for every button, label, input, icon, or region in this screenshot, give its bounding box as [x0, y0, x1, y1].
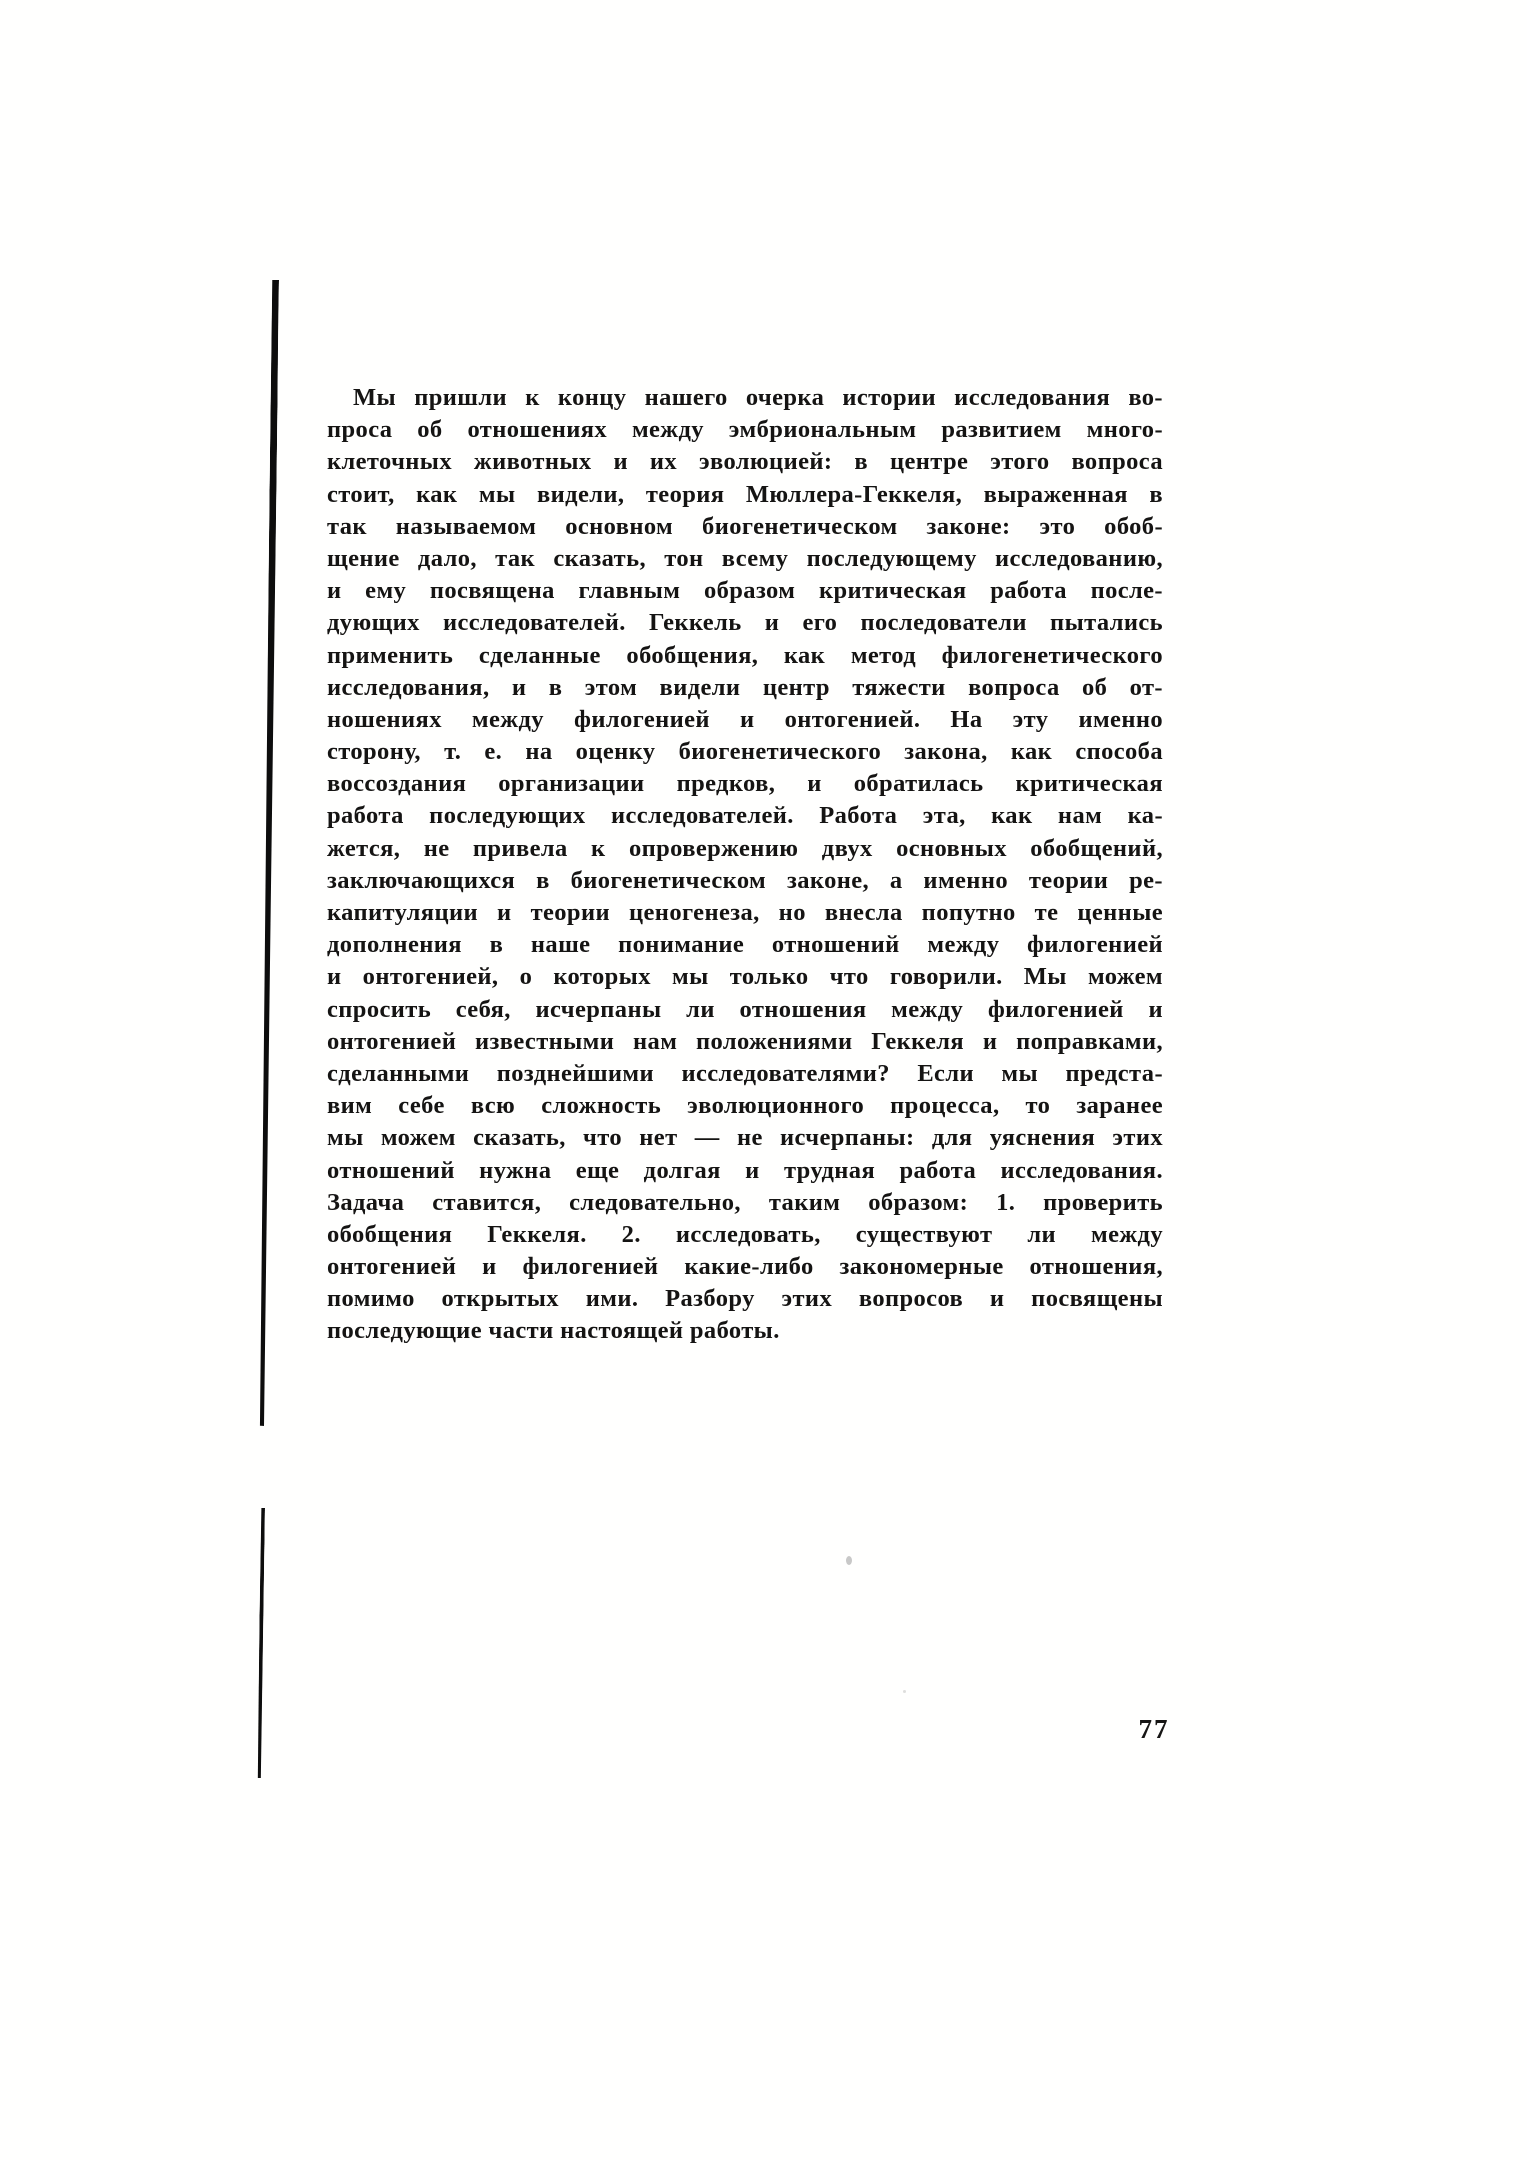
paragraph-text-block [327, 382, 1163, 1348]
text-line: дополнения в наше понимание отношений между филогенией [327, 931, 1163, 959]
text-line: так называемом основном биогенетическом законе: это обоб- [327, 512, 1163, 540]
text-line: помимо открытых ими. Разбору этих вопросов и посвящены [327, 1285, 1163, 1313]
text-line: и ему посвящена главным образом критическая работа после- [327, 577, 1163, 605]
text-line: Мы пришли к концу нашего очерка истории исследования во- [353, 384, 1163, 411]
text-line: отношений нужна еще долгая и трудная работа исследования. [327, 1156, 1163, 1184]
text-line: заключающихся в биогенетическом законе, а именно теории ре- [327, 866, 1163, 894]
left-margin-scan-line-lower [257, 1508, 265, 1778]
text-line: последующие части настоящей работы. [327, 1317, 780, 1345]
text-line: работа последующих исследователей. Работа эта, как нам ка- [327, 802, 1163, 830]
text-line: обобщения Геккеля. 2. исследовать, существуют ли между [327, 1220, 1163, 1248]
text-line: капитуляции и теории ценогенеза, но внесла попутно те ценные [327, 899, 1163, 926]
text-line: онтогенией известными нам положениями Геккеля и поправками, [327, 1027, 1163, 1055]
text-line: и онтогенией, о которых мы только что говорили. Мы можем [327, 963, 1163, 991]
text-line: применить сделанные обобщения, как метод филогенетического [327, 641, 1163, 669]
scan-speck [846, 1556, 852, 1565]
text-line: спросить себя, исчерпаны ли отношения между филогенией и [327, 995, 1163, 1023]
text-line: онтогенией и филогенией какие-либо закономерные отношения, [327, 1253, 1163, 1281]
text-line: сторону, т. е. на оценку биогенетического закона, как способа [327, 738, 1163, 766]
text-line: Задача ставится, следовательно, таким образом: 1. проверить [327, 1188, 1163, 1216]
text-line: жется, не привела к опровержению двух основных обобщений, [327, 834, 1163, 862]
text-line: стоит, как мы видели, теория Мюллера-Геккеля, выраженная в [327, 480, 1163, 508]
page-number: 77 [1138, 1714, 1170, 1744]
text-line: ношениях между филогенией и онтогенией. На эту именно [327, 705, 1163, 733]
text-line: проса об отношениях между эмбриональным развитием много- [327, 416, 1163, 444]
scan-speck [903, 1690, 906, 1693]
text-line: щение дало, так сказать, тон всему последующему исследованию, [327, 544, 1163, 572]
text-line: дующих исследователей. Геккель и его последователи пытались [327, 609, 1163, 637]
text-line: сделанными позднейшими исследователями? Если мы предста- [327, 1059, 1163, 1087]
left-margin-scan-line-upper [258, 280, 279, 1426]
text-line: клеточных животных и их эволюцией: в центре этого вопроса [327, 448, 1163, 476]
text-line: воссоздания организации предков, и обратилась критическая [327, 770, 1163, 798]
text-line: мы можем сказать, что нет — не исчерпаны: для уяснения этих [327, 1124, 1163, 1152]
text-line: вим себе всю сложность эволюционного процесса, то заранее [327, 1092, 1163, 1120]
text-line: исследования, и в этом видели центр тяжести вопроса об от- [327, 673, 1163, 701]
